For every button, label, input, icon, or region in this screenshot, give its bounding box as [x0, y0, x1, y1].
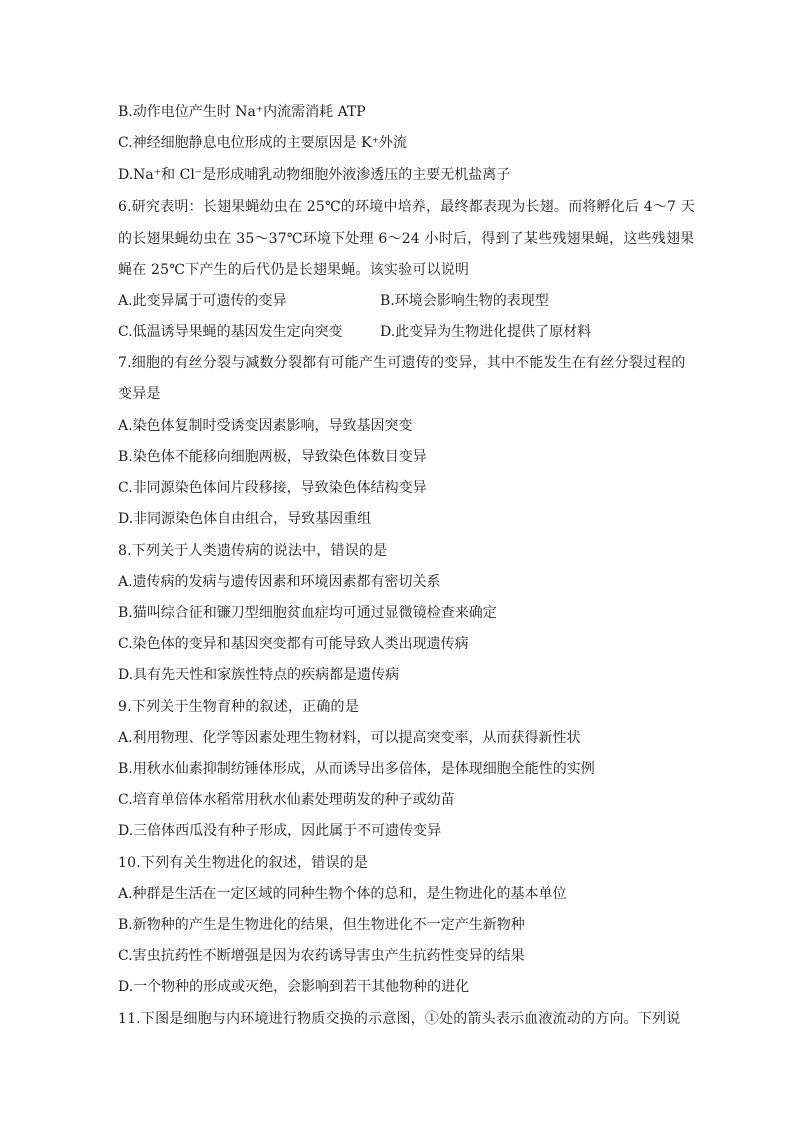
question-6-stem-line-1: 6.研究表明：长翅果蝇幼虫在 25℃的环境中培养，最终都表现为长翅。而将孵化后 4～7 天: [118, 199, 695, 215]
option-10c: C.害虫抗药性不断增强是因为农药诱导害虫产生抗药性变异的结果: [118, 948, 525, 964]
option-6d: D.此变异为生物进化提供了原材料: [380, 324, 592, 340]
option-7b: B.染色体不能移向细胞两极，导致染色体数目变异: [118, 449, 427, 465]
option-8b: B.猫叫综合征和镰刀型细胞贫血症均可通过显微镜检查来确定: [118, 605, 497, 621]
option-5c: C.神经细胞静息电位形成的主要原因是 K⁺外流: [118, 135, 407, 151]
option-7a: A.染色体复制时受诱变因素影响，导致基因突变: [118, 418, 413, 434]
option-8a: A.遗传病的发病与遗传因素和环境因素都有密切关系: [118, 574, 441, 590]
question-8-stem: 8.下列关于人类遗传病的说法中，错误的是: [118, 543, 388, 559]
question-7-stem-line-2: 变异是: [118, 386, 161, 402]
option-10d: D.一个物种的形成或灭绝，会影响到若干其他物种的进化: [118, 979, 470, 995]
question-9-stem: 9.下列关于生物育种的叙述，正确的是: [118, 699, 359, 715]
option-9b: B.用秋水仙素抑制纺锤体形成，从而诱导出多倍体，是体现细胞全能性的实例: [118, 761, 595, 777]
option-9a: A.利用物理、化学等因素处理生物材料，可以提高突变率，从而获得新性状: [118, 730, 581, 746]
option-6a: A.此变异属于可遗传的变异: [118, 293, 287, 309]
option-6c: C.低温诱导果蝇的基因发生定向突变: [118, 324, 343, 340]
option-8d: D.具有先天性和家族性特点的疾病都是遗传病: [118, 667, 400, 683]
option-8c: C.染色体的变异和基因突变都有可能导致人类出现遗传病: [118, 636, 469, 652]
question-6-stem-line-3: 蝇在 25℃下产生的后代仍是长翅果蝇。该实验可以说明: [118, 262, 470, 278]
question-11-stem-line-1: 11.下图是细胞与内环境进行物质交换的示意图，①处的箭头表示血液流动的方向。下列说: [118, 1011, 681, 1027]
option-5d: D.Na⁺和 Cl⁻是形成哺乳动物细胞外液渗透压的主要无机盐离子: [118, 167, 511, 183]
option-6b: B.环境会影响生物的表现型: [380, 293, 549, 309]
option-9c: C.培育单倍体水稻常用秋水仙素处理萌发的种子或幼苗: [118, 792, 455, 808]
option-9d: D.三倍体西瓜没有种子形成，因此属于不可遗传变异: [118, 823, 442, 839]
question-6-stem-line-2: 的长翅果蝇幼虫在 35～37℃环境下处理 6～24 小时后，得到了某些残翅果蝇，这些残翅果: [118, 231, 695, 247]
option-7c: C.非同源染色体间片段移接，导致染色体结构变异: [118, 480, 427, 496]
option-7d: D.非同源染色体自由组合，导致基因重组: [118, 511, 372, 527]
question-7-stem-line-1: 7.细胞的有丝分裂与减数分裂都有可能产生可遗传的变异，其中不能发生在有丝分裂过程的: [118, 355, 686, 371]
option-10b: B.新物种的产生是生物进化的结果，但生物进化不一定产生新物种: [118, 917, 525, 933]
option-5b: B.动作电位产生时 Na⁺内流需消耗 ATP: [118, 104, 366, 120]
option-10a: A.种群是生活在一定区域的同种生物个体的总和，是生物进化的基本单位: [118, 886, 567, 902]
question-10-stem: 10.下列有关生物进化的叙述，错误的是: [118, 855, 369, 871]
